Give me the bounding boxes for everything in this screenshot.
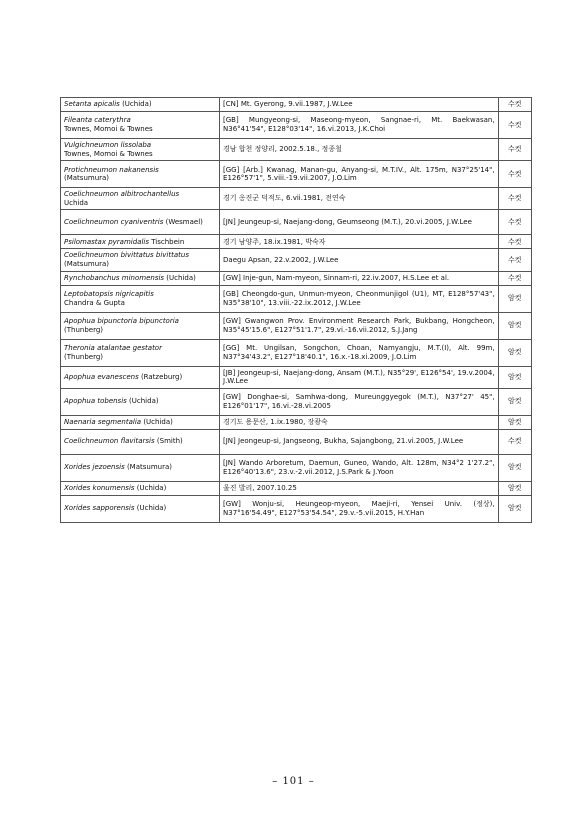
species-cell xyxy=(61,481,220,495)
sex-cell: 수컷 xyxy=(498,139,531,161)
species-author: Townes, Momoi & Townes xyxy=(64,125,153,133)
species-cell xyxy=(61,188,220,210)
locality-cell: [GW] Gwangwon Prov. Environment Research Park, Bukbang, Hongcheon, N35°45'15.6", E127°51'1.7", 29.vi.-16.vii.2012, S.J.Jang xyxy=(220,312,499,339)
species-name: Apophua evanescens xyxy=(64,372,139,381)
species-author: Chandra & Gupta xyxy=(64,298,125,307)
locality-cell: [GG] [Arb.] Kwanag, Manan-gu, Anyang-si, M.T.IV., Alt. 175m, N37°25'14", E126°57'1", 5.viii.-19.vii.2007, J.O.Lim xyxy=(220,161,499,188)
table-row xyxy=(61,481,532,495)
species-author: (Matsumura) xyxy=(64,174,110,183)
species-author: (Uchida) xyxy=(166,273,196,282)
table-row xyxy=(61,98,532,112)
table-row xyxy=(61,249,532,271)
table-row xyxy=(61,139,532,161)
species-cell xyxy=(61,366,220,388)
species-cell xyxy=(61,454,220,481)
species-author: Tischbein xyxy=(151,237,185,246)
table-row xyxy=(61,388,532,415)
species-name: Psilomastax pyramidalis xyxy=(64,237,149,246)
species-name: Coelichneumon cyaniventris xyxy=(64,218,164,227)
sex-cell: 암컷 xyxy=(498,366,531,388)
table-row xyxy=(61,210,532,235)
species-cell xyxy=(61,98,220,112)
sex-cell: 암컷 xyxy=(498,454,531,481)
table-row xyxy=(61,271,532,285)
species-author: (Smith) xyxy=(156,437,183,446)
species-cell xyxy=(61,415,220,429)
locality-cell: [JN] Wando Arboretum, Daemun, Guneo, Wando, Alt. 128m, N34°2 1'27.2", E126°40'13.6", 23.v.-2.vii.2012, J.S.Park & J.Yoon xyxy=(220,454,499,481)
species-cell xyxy=(61,235,220,249)
species-author: (Uchida) xyxy=(143,417,173,426)
species-author: (Uchida) xyxy=(136,483,167,492)
species-name: Setanta apicalis xyxy=(64,100,120,109)
sex-cell: 수컷 xyxy=(498,188,531,210)
locality-cell: [GB] Cheongdo-gun, Unmun-myeon, Cheonmunjigol (U1), MT, E128°57'43", N35°38'10", 13.viii.-22.ix.2012, J.W.Lee xyxy=(220,285,499,312)
sex-cell: 암컷 xyxy=(498,481,531,495)
locality-cell: 경남 합천 정양리, 2002.5.18., 정종철 xyxy=(220,139,499,161)
species-cell xyxy=(61,388,220,415)
table-row xyxy=(61,454,532,481)
species-name: Naenaria segmentalia xyxy=(64,417,142,426)
species-cell xyxy=(61,210,220,235)
sex-cell: 수컷 xyxy=(498,98,531,112)
species-name: Coelichneumon albitrochantellus xyxy=(64,190,180,199)
table-row xyxy=(61,161,532,188)
species-author: (Thunberg) xyxy=(64,325,103,334)
species-name: Theronia atalantae gestator xyxy=(64,343,162,352)
table-row xyxy=(61,366,532,388)
locality-cell: 경기 남양주, 18.ix.1981, 박숙자 xyxy=(220,235,499,249)
species-name: Xorides jezoensis xyxy=(64,463,125,472)
species-cell xyxy=(61,495,220,522)
table-row xyxy=(61,188,532,210)
locality-cell: [JB] Jeongeup-si, Naejang-dong, Ansam (M.T.), N35°29', E126°54', 19.v.2004, J.W.Lee xyxy=(220,366,499,388)
species-cell xyxy=(61,139,220,161)
species-author: Townes, Momoi & Townes xyxy=(64,149,153,158)
species-name: Xorides sapporensis xyxy=(64,504,135,513)
table-row xyxy=(61,112,532,139)
locality-cell: [GB] Mungyeong-si, Maseong-myeon, Sangnae-ri, Mt. Baekwasan, N36°41'54", E128°03'14", 16.vi.2013, J.K.Choi xyxy=(220,112,499,139)
species-author: (Uchida) xyxy=(122,100,152,109)
species-author: (Matsumura) xyxy=(126,463,172,472)
species-name: Leptobatopsis nigricapitis xyxy=(64,289,154,298)
sex-cell: 수컷 xyxy=(498,249,531,271)
locality-cell: [GW] Donghae-si, Samhwa-dong, Mureunggyegok (M.T.), N37°27' 45", E126°01'17", 16.vi.-28.vi.2005 xyxy=(220,388,499,415)
page-number: – 101 – xyxy=(272,776,315,787)
sex-cell: 암컷 xyxy=(498,339,531,366)
species-cell xyxy=(61,285,220,312)
sex-cell: 암컷 xyxy=(498,312,531,339)
sex-cell: 암컷 xyxy=(498,415,531,429)
locality-cell: 경기도 용문산, 1.ix.1980, 장광숙 xyxy=(220,415,499,429)
locality-cell: [JN] Jeungeup-si, Naejang-dong, Geumseong (M.T.), 20.vi.2005, J.W.Lee xyxy=(220,210,499,235)
sex-cell: 암컷 xyxy=(498,285,531,312)
species-author: (Wesmael) xyxy=(165,218,203,227)
species-name: Xorides konumensis xyxy=(64,483,135,492)
species-cell xyxy=(61,112,220,139)
locality-cell: [CN] Mt. Gyerong, 9.vii.1987, J.W.Lee xyxy=(220,98,499,112)
species-author: (Uchida) xyxy=(136,504,167,513)
species-cell xyxy=(61,161,220,188)
species-author: Uchida xyxy=(64,198,89,207)
species-name: Vulgichneumon lissolaba xyxy=(64,141,152,149)
table-row xyxy=(61,339,532,366)
species-author: (Uchida) xyxy=(129,397,159,406)
locality-cell: [GW] Inje-gun, Nam-myeon, Sinnam-ri, 22.iv.2007, H.S.Lee et al. xyxy=(220,271,499,285)
specimen-table xyxy=(60,97,532,523)
species-author: (Ratzeburg) xyxy=(140,372,183,381)
species-cell xyxy=(61,429,220,454)
species-cell xyxy=(61,271,220,285)
species-name: Protichneumon nakanensis xyxy=(64,165,159,174)
sex-cell: 수컷 xyxy=(498,271,531,285)
locality-cell: Daegu Apsan, 22.v.2002, J.W.Lee xyxy=(220,249,499,271)
sex-cell: 암컷 xyxy=(498,495,531,522)
sex-cell: 수컷 xyxy=(498,429,531,454)
sex-cell: 수컷 xyxy=(498,161,531,188)
species-cell xyxy=(61,339,220,366)
sex-cell: 수컷 xyxy=(498,210,531,235)
species-cell xyxy=(61,249,220,271)
species-name: Apophua bipunctoria bipunctoria xyxy=(64,316,179,325)
species-name: Coelichneumon bivittatus bivittatus xyxy=(64,251,189,260)
locality-cell: [JN] Jeongeup-si, Jangseong, Bukha, Sajangbong, 21.vi.2005, J.W.Lee xyxy=(220,429,499,454)
species-name: Rynchobanchus minomensis xyxy=(64,273,165,282)
sex-cell: 수컷 xyxy=(498,235,531,249)
species-name: Coelichneumon flavitarsis xyxy=(64,437,155,446)
sex-cell: 수컷 xyxy=(498,112,531,139)
sex-cell: 암컷 xyxy=(498,388,531,415)
table-row xyxy=(61,312,532,339)
locality-cell: 울진 발리, 2007.10.25 xyxy=(220,481,499,495)
table-row xyxy=(61,429,532,454)
locality-cell: [GG] Mt. Ungilsan, Songchon, Choan, Namyangju, M.T.(I), Alt. 99m, N37°34'43.2", E127°18'40.1", 16.x.-18.xi.2009, J.O.Lim xyxy=(220,339,499,366)
locality-cell: [GW] Wonju-si, Heungeop-myeon, Maeji-ri, Yensei Univ. (정상), N37°16'54.49", E127°53'54.54", 29.v.-5.vii.2015, H.Y.Han xyxy=(220,495,499,522)
locality-cell: 경기 옹진군 덕적도, 6.vii.1981, 전연숙 xyxy=(220,188,499,210)
table-row xyxy=(61,495,532,522)
species-name: Apophua tobensis xyxy=(64,397,127,406)
species-cell xyxy=(61,312,220,339)
table-row xyxy=(61,285,532,312)
table-row xyxy=(61,415,532,429)
species-author: (Matsumura) xyxy=(64,259,110,268)
table-row xyxy=(61,235,532,249)
species-author: (Thunberg) xyxy=(64,352,103,361)
species-name: Fileanta caterythra xyxy=(64,116,131,125)
